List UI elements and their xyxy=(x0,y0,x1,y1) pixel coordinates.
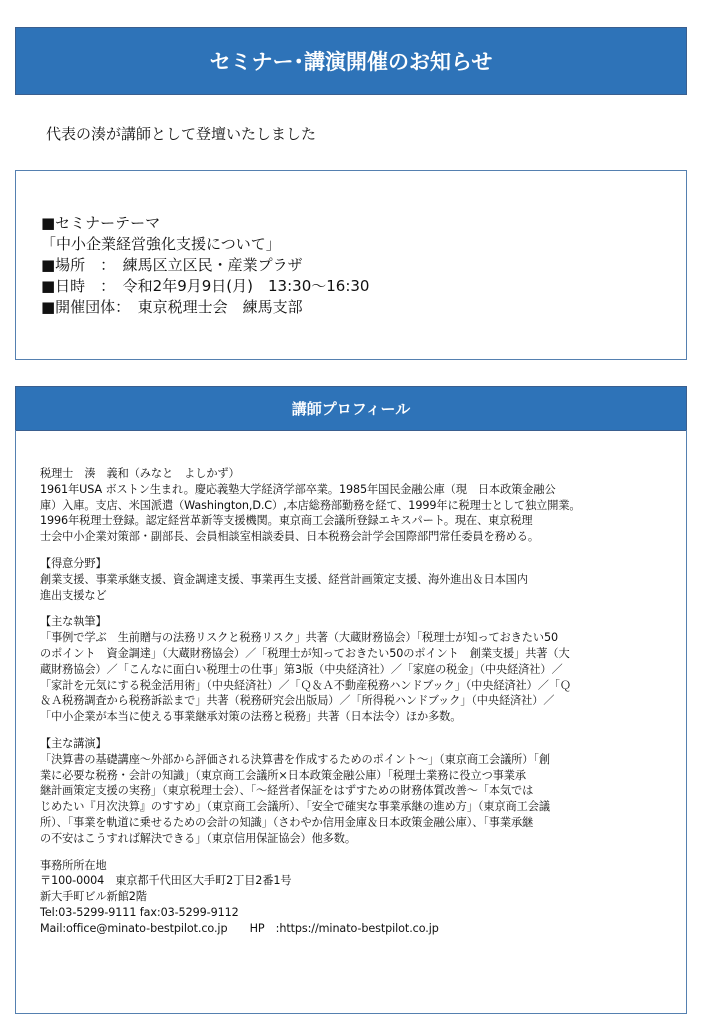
profile-title-banner xyxy=(15,386,687,431)
profile-title: 講師プロフィール xyxy=(291,400,411,418)
announcement-text: 代表の湊が講師として登壇いたしました xyxy=(46,125,317,143)
lectures-line: の不安はこうすれば解決できる」（東京信用保証協会）他多数。 xyxy=(40,831,356,845)
office-contact-links: Mail:office@minato-bestpilot.co.jp HP :https://minato-bestpilot.co.jp xyxy=(40,921,439,935)
lectures-line: 所）、「事業を軌道に乗せるための会計の知識」（さわやか信用金庫＆日本政策金融公庫）、「事業承継 xyxy=(40,815,534,829)
seminar-datetime: ■日時 ： 令和2年9月9日(月) 13:30～16:30 xyxy=(41,277,370,295)
profile-line: 1996年税理士登録。認定経営革新等支援機関。東京商工会議所登録エキスパート。現在、東京税理 xyxy=(40,514,533,528)
profile-line: 1961年USA ボストン生まれ。慶応義塾大学経済学部卒業。1985年国民金融公庫（現 日本政策金融公 xyxy=(40,482,556,496)
office-info xyxy=(40,858,680,937)
seminar-details xyxy=(41,213,369,318)
seminar-theme: 「中小企業経営強化支援について」 xyxy=(41,235,281,253)
writings-line: ＆Ａ税務調査から税務訴訟まで」共著（税務研究会出版局）／「所得税ハンドブック」（中央経済社）／ xyxy=(40,694,555,708)
lectures-line: 業に必要な税務・会計の知識」（東京商工会議所×日本政策金融公庫）「税理士業務に役立つ事業承 xyxy=(40,768,526,782)
specialties-line: 創業支援、事業承継支援、資金調達支援、事業再生支援、経営計画策定支援、海外進出＆日本国内 xyxy=(40,572,528,586)
office-heading: 事務所所在地 xyxy=(40,858,107,872)
office-building: 新大手町ビル新館2階 xyxy=(40,890,147,904)
profile-line: 庫）入庫。支店、米国派遣（Washington,D.C）,本店総務部勤務を経て、1999年に税理士として独立開業。 xyxy=(40,498,581,512)
writings-line: のポイント 資金調達」（大蔵財務協会）／「税理士が知っておきたい50のポイント 創業支援」共著（大 xyxy=(40,646,570,660)
profile-box xyxy=(15,430,687,1014)
profile-line: 税理士 湊 義和（みなと よしかず） xyxy=(40,467,240,480)
writings-line: 「中小企業が本当に使える事業継承対策の法務と税務」共著（日本法令）ほか多数。 xyxy=(40,710,462,724)
profile-content xyxy=(40,466,680,937)
lectures-line: じめたい『月次決算』のすすめ」（東京商工会議所）、「安全で確実な事業承継の進め方」（東京商工会議 xyxy=(40,800,550,814)
writings-line: 蔵財務協会）／「こんなに面白い税理士の仕事」第3版（中央経済社）／「家庭の税金」（中央経済社）／ xyxy=(40,662,563,676)
profile-intro xyxy=(40,466,680,545)
lectures-line: 継計画策定支援の実務」（東京税理士会）、「～経営者保証をはずすための財務体質改善～「本気では xyxy=(40,784,534,798)
lectures-line: 「決算書の基礎講座～外部から評価される決算書を作成するためのポイント～」（東京商工会議所）「創 xyxy=(40,752,550,766)
lectures-heading: 【主な講演】 xyxy=(40,736,107,750)
writings-heading: 【主な執筆】 xyxy=(40,615,107,629)
profile-line: 士会中小企業対策部・副部長、会員相談室相談委員、日本税務会計学会国際部門常任委員を務める。 xyxy=(40,530,539,544)
writings-line: 「家計を元気にする税金活用術」（中央経済社）／「Ｑ＆Ａ不動産税務ハンドブック」（中央経済社）／「Ｑ xyxy=(40,678,571,692)
page-title-banner xyxy=(15,27,687,95)
specialties-heading: 【得意分野】 xyxy=(40,556,107,570)
seminar-organizer: ■開催団体： 東京税理士会 練馬支部 xyxy=(41,298,303,316)
writings-line: 「事例で学ぶ 生前贈与の法務リスクと税務リスク」共著（大蔵財務協会）「税理士が知っておきたい50 xyxy=(40,631,559,645)
seminar-info-box xyxy=(15,170,687,360)
specialties-line: 進出支援など xyxy=(40,588,107,602)
page-title: セミナー･講演開催のお知らせ xyxy=(209,50,493,74)
office-phone: Tel:03-5299-9111 fax:03-5299-9112 xyxy=(40,905,239,919)
office-address: 〒100-0004 東京都千代田区大手町2丁目2番1号 xyxy=(40,874,292,888)
seminar-venue: ■場所 ： 練馬区立区民・産業プラザ xyxy=(41,256,303,274)
seminar-theme-heading: ■セミナーテーマ xyxy=(41,214,161,232)
